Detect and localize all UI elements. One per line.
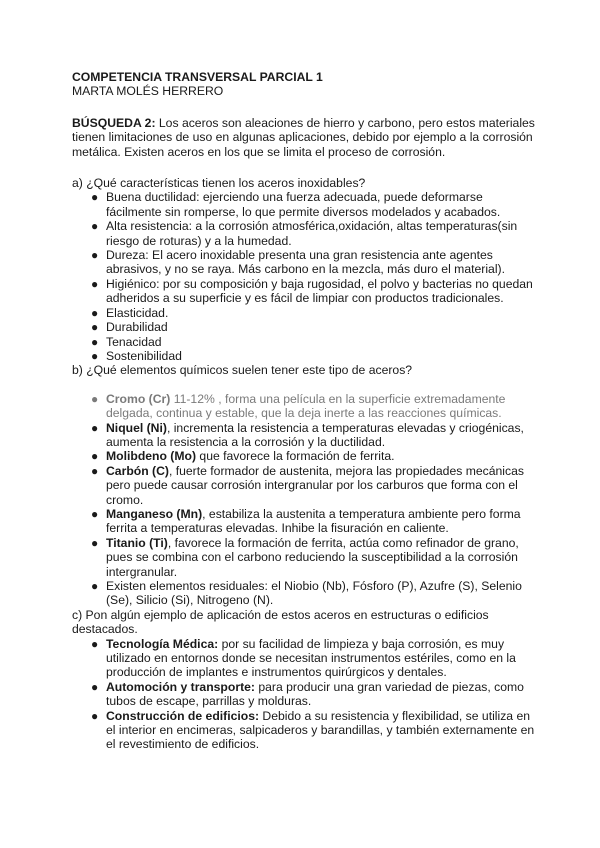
bullet-icon: ● xyxy=(91,305,99,320)
bullet-icon: ● xyxy=(91,506,99,521)
list-item: ● Tecnología Médica: por su facilidad de limpieza y baja corrosión, es muy utilizado en entornos donde se necesitan instrumentos estériles, como en la producción de implantes e instrumentos quirúrgicos y dentales. xyxy=(91,636,516,680)
element-name: Manganeso (Mn) xyxy=(106,506,203,521)
list-item: ● Carbón (C), fuerte formador de austenita, mejora las propiedades mecánicas pero puede causar corrosión intergranular por los carburos que forma con el cromo. xyxy=(91,463,524,507)
bullet-icon: ● xyxy=(91,463,99,478)
author-name: MARTA MOLÉS HERRERO xyxy=(72,84,224,99)
bullet-icon: ● xyxy=(91,320,99,335)
list-b xyxy=(72,392,540,608)
bullet-icon: ● xyxy=(91,334,99,349)
element-name: Titanio (Ti) xyxy=(106,535,168,550)
list-item: ● Cromo (Cr) 11-12% , forma una película en la superficie extremadamente delgada, continua y estable, que la deja inerte a las reacciones químicas. xyxy=(91,391,506,421)
list-item: ● Sostenibilidad xyxy=(91,348,182,363)
list-item: ● Alta resistencia: a la corrosión atmosférica,oxidación, altas temperaturas(sin riesgo de roturas) y a la humedad. xyxy=(91,219,518,248)
bullet-icon: ● xyxy=(91,190,99,205)
list-c xyxy=(72,637,540,752)
bullet-icon: ● xyxy=(91,535,99,550)
question-c: c) Pon algún ejemplo de aplicación de estos aceros en estructuras o edificios destacados. xyxy=(72,607,489,637)
application-name: Tecnología Médica: xyxy=(106,636,219,651)
bullet-icon: ● xyxy=(91,420,99,435)
list-item: ● Existen elementos residuales: el Niobio (Nb), Fósforo (P), Azufre (S), Selenio (Se), Silicio (Si), Nitrogeno (N). xyxy=(91,579,522,608)
list-item: ● Manganeso (Mn), estabiliza la austenita a temperatura ambiente pero forma ferrita a temperaturas elevadas. Inhibe la fisuración en caliente. xyxy=(91,506,521,536)
application-name: Automoción y transporte: xyxy=(106,679,255,694)
bullet-icon: ● xyxy=(91,449,99,464)
intro-paragraph xyxy=(72,116,540,159)
bullet-icon: ● xyxy=(91,391,99,406)
list-item: ● Titanio (Ti), favorece la formación de ferrita, actúa como refinador de grano, pues se combina con el carbono reduciendo la susceptibilidad a la corrosión intergranular. xyxy=(91,535,519,579)
intro-label: BÚSQUEDA 2: xyxy=(72,115,156,130)
bullet-icon: ● xyxy=(91,579,99,593)
question-b: b) ¿Qué elementos químicos suelen tener este tipo de aceros? xyxy=(72,363,413,378)
bullet-icon: ● xyxy=(91,248,99,263)
list-item: ● Molibdeno (Mo) que favorece la formación de ferrita. xyxy=(91,449,395,464)
bullet-icon: ● xyxy=(91,636,99,651)
list-item: ● Higiénico: por su composición y baja rugosidad, el polvo y bacterias no quedan adheridos a su superficie y es fácil de limpiar con productos tradicionales. xyxy=(91,276,533,306)
list-a xyxy=(72,190,540,363)
intro-text: Los aceros son aleaciones de hierro y carbono, pero estos materiales tienen limitaciones de uso en algunas aplicaciones, debido por ejemplo a la corrosión metálica. Existen aceros en los que se limita el proceso de corrosión. xyxy=(72,115,535,159)
bullet-icon: ● xyxy=(91,219,99,234)
document-title: COMPETENCIA TRANSVERSAL PARCIAL 1 xyxy=(72,70,323,84)
list-item: ● Niquel (Ni), incrementa la resistencia a temperaturas elevadas y criogénicas, aumenta la resistencia a la corrosión y la ductilidad. xyxy=(91,420,524,449)
list-item: ● Automoción y transporte: para producir una gran variedad de piezas, como tubos de escape, parrillas y molduras. xyxy=(91,679,524,709)
bullet-icon: ● xyxy=(91,679,99,694)
element-name: Niquel (Ni) xyxy=(106,420,167,435)
bullet-icon: ● xyxy=(91,348,99,363)
element-name: Carbón (C) xyxy=(106,463,169,478)
bullet-icon: ● xyxy=(91,276,99,291)
list-item: ● Buena ductilidad: ejerciendo una fuerza adecuada, puede deformarse fácilmente sin romperse, lo que permite diversos modelados y acabados. xyxy=(91,190,501,219)
list-item: ● Dureza: El acero inoxidable presenta una gran resistencia ante agentes abrasivos, y no se raya. Más carbono en la mezcla, más duro el material). xyxy=(91,248,505,277)
element-name: Molibdeno (Mo) xyxy=(106,449,197,464)
question-a: a) ¿Qué características tienen los aceros inoxidables? xyxy=(72,176,366,191)
bullet-icon: ● xyxy=(91,708,99,723)
element-name: Cromo (Cr) xyxy=(106,391,171,406)
list-item: ● Construcción de edificios: Debido a su resistencia y flexibilidad, se utiliza en el interior en encimeras, salpicaderos y barandillas, y también externamente en el revestimiento de edificios. xyxy=(91,708,535,752)
list-item: ● Elasticidad. xyxy=(91,305,169,320)
list-item: ● Tenacidad xyxy=(91,334,162,349)
application-name: Construcción de edificios: xyxy=(106,708,260,723)
list-item: ● Durabilidad xyxy=(91,320,168,335)
